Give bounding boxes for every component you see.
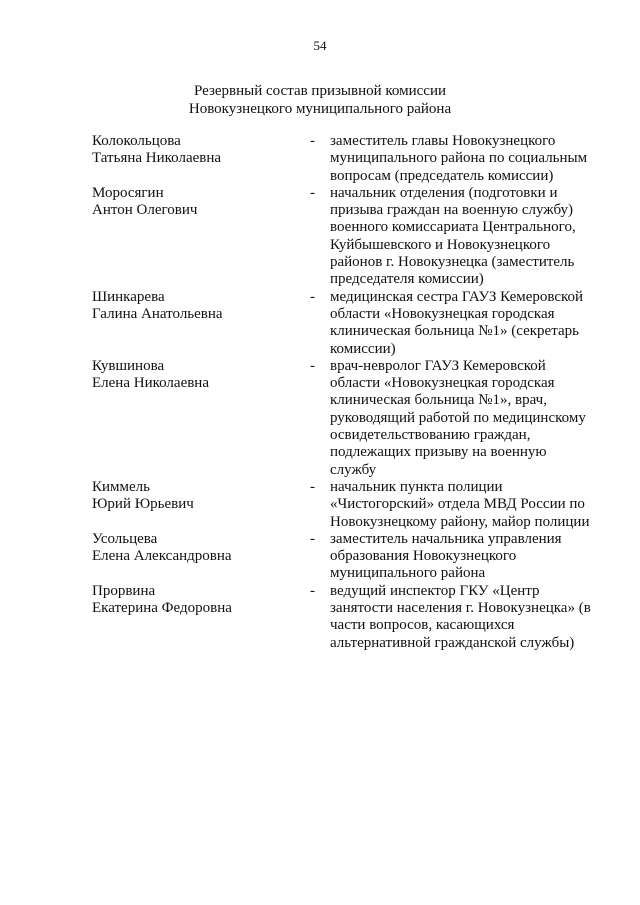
member-entry — [92, 531, 592, 583]
member-name — [92, 583, 310, 652]
member-surname: Кувшинова — [92, 357, 165, 374]
member-entry — [92, 185, 592, 289]
member-name — [92, 358, 310, 479]
dash-separator: - — [310, 478, 315, 495]
member-surname: Колокольцова — [92, 133, 181, 149]
title-line-2: Новокузнецкого муниципального района — [188, 101, 452, 117]
member-name — [92, 479, 310, 531]
dash-separator: - — [310, 530, 315, 547]
member-surname: Прорвина — [92, 582, 156, 599]
member-given-names: Екатерина Федоровна — [92, 600, 232, 617]
member-entry — [92, 358, 592, 479]
member-surname: Моросягин — [92, 184, 164, 201]
dash-separator: - — [310, 288, 315, 305]
member-given-names: Елена Александровна — [92, 548, 232, 565]
dash-separator: - — [310, 184, 315, 201]
member-surname: Усольцева — [92, 530, 158, 547]
member-role: начальник отделения (подготовки и призыва граждан на военную службу) военного комиссариата Центрального, Куйбышевского и Новокузнецкого районов г. Новокузнецка (заместитель председателя комиссии) — [330, 184, 576, 288]
member-role: ведущий инспектор ГКУ «Центр занятости населения г. Новокузнецка» (в части вопросов, касающихся альтернативной гражданской службы) — [330, 582, 591, 651]
member-entry — [92, 289, 592, 358]
member-surname: Шинкарева — [92, 288, 165, 305]
member-role: начальник пункта полиции «Чистогорский» отдела МВД России по Новокузнецкому району, майор полиции — [330, 478, 590, 530]
member-name — [92, 133, 310, 185]
page-number: 54 — [313, 38, 327, 53]
dash-separator: - — [310, 133, 315, 149]
member-role: врач-невролог ГАУЗ Кемеровской области «Новокузнецкая городская клиническая больница №1», врач, руководящий работой по медицинскому освидетельствованию граждан, подлежащих призыву на военную службу — [330, 357, 586, 478]
member-entry — [92, 583, 592, 652]
member-role: заместитель главы Новокузнецкого муниципального района по социальным вопросам (председатель комиссии) — [330, 133, 588, 184]
member-name — [92, 185, 310, 289]
dash-separator: - — [310, 582, 315, 599]
member-given-names: Юрий Юрьевич — [92, 496, 194, 513]
member-entry — [92, 133, 592, 185]
dash-separator: - — [310, 357, 315, 374]
commission-members-list — [92, 133, 592, 652]
member-role: медицинская сестра ГАУЗ Кемеровской области «Новокузнецкая городская клиническая больница №1» (секретарь комиссии) — [330, 288, 584, 357]
member-role: заместитель начальника управления образования Новокузнецкого муниципального района — [330, 530, 562, 582]
document-title — [0, 82, 640, 118]
title-line-1: Резервный состав призывной комиссии — [193, 83, 447, 99]
member-name — [92, 531, 310, 583]
member-name — [92, 289, 310, 358]
member-given-names: Антон Олегович — [92, 202, 198, 219]
member-entry — [92, 479, 592, 531]
member-given-names: Галина Анатольевна — [92, 305, 223, 322]
member-surname: Киммель — [92, 478, 151, 495]
member-given-names: Татьяна Николаевна — [92, 150, 222, 167]
member-given-names: Елена Николаевна — [92, 375, 209, 392]
